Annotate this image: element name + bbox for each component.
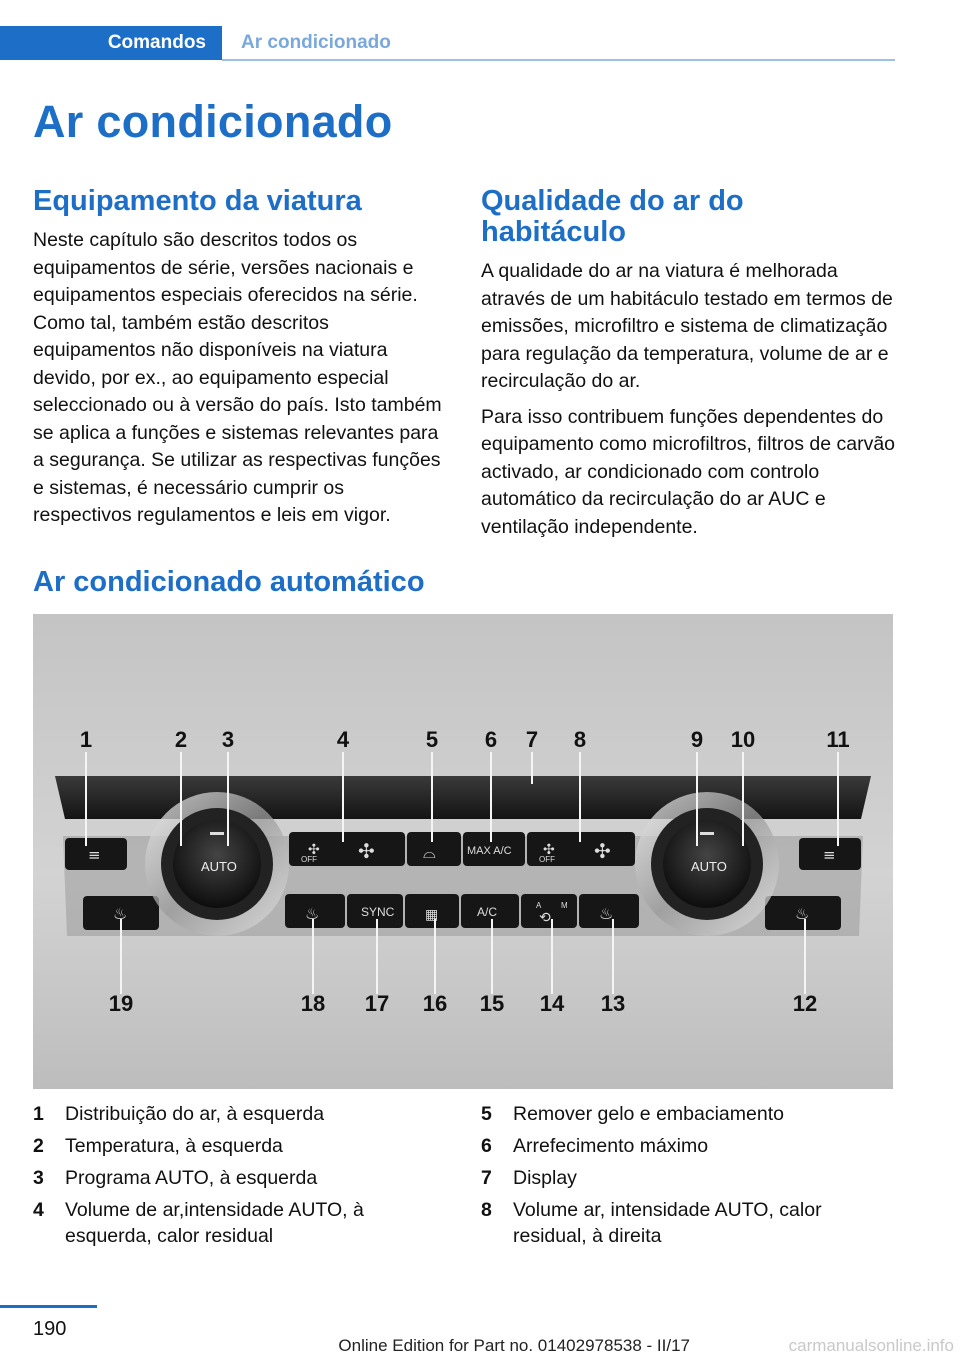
right-heading: Qualidade do ar do habitáculo [481, 185, 744, 248]
rear-defrost-icon: ▦ [425, 907, 439, 923]
tab-ar-condicionado-label: Ar condicionado [241, 32, 391, 53]
svg-text:16: 16 [422, 991, 448, 1016]
fan-icon-right: ✣ [594, 839, 611, 863]
seat-icon-right: ♨ [599, 904, 614, 923]
svg-text:17: 17 [364, 991, 390, 1016]
left-column [33, 186, 448, 538]
legend-item: 4 Volume de ar,intensidade AUTO, à esquerda, calor residual [33, 1199, 364, 1247]
fan-icon-right-off: ✣ [543, 842, 555, 858]
svg-text:MAX A/C: MAX A/C [467, 845, 512, 857]
edition-footer: Online Edition for Part no. 01402978538 - II/17 [338, 1336, 690, 1355]
svg-text:10: 10 [730, 727, 756, 752]
svg-text:3: 3 [221, 727, 235, 752]
climate-panel-figure [33, 614, 893, 1089]
svg-text:19: 19 [108, 991, 134, 1016]
svg-text:AUTO: AUTO [201, 859, 237, 874]
tab-comandos[interactable] [0, 26, 222, 60]
svg-text:6: 6 [484, 727, 498, 752]
svg-text:15: 15 [479, 991, 505, 1016]
svg-text:18: 18 [300, 991, 326, 1016]
svg-text:5: 5 [425, 727, 439, 752]
left-heading: Equipamento da viatura [33, 185, 362, 217]
page-title: Ar condicionado [33, 96, 393, 147]
svg-text:M: M [561, 901, 568, 910]
recirculation-icon: ⟲ [539, 910, 551, 926]
tab-underline [222, 59, 895, 61]
svg-text:A/C: A/C [477, 905, 498, 919]
legend-item: 7 Display [481, 1167, 577, 1189]
section-heading: Ar condicionado automático [33, 566, 425, 598]
svg-text:11: 11 [826, 727, 850, 752]
watermark: carmanualsonline.info [788, 1336, 954, 1355]
legend-item: 8 Volume ar, intensidade AUTO, calor residual, à direita [481, 1199, 822, 1247]
legend-item: 1 Distribuição do ar, à esquerda [33, 1103, 325, 1125]
seat-heat-icon-right: ♨ [795, 904, 810, 923]
page-number-rule [0, 1305, 97, 1308]
svg-text:1: 1 [79, 727, 93, 752]
right-column [481, 186, 896, 549]
knob-left [145, 792, 289, 936]
svg-text:14: 14 [539, 991, 565, 1016]
svg-text:2: 2 [174, 727, 188, 752]
right-paragraph-2: Para isso contribuem funções dependentes do equipamento como microfiltros, filtros de carvão activado, ar condicionado com controlo automático da recirculação do ar AUC e ventilação independente. [481, 405, 896, 538]
svg-text:AUTO: AUTO [691, 859, 727, 874]
tab-ar-condicionado[interactable] [241, 26, 391, 60]
legend-item: 2 Temperatura, à esquerda [33, 1135, 283, 1157]
svg-text:SYNC: SYNC [361, 905, 395, 919]
left-paragraph: Neste capítulo são descritos todos os equipamentos de série, versões nacionais e equipamentos especiais oferecidos na série. Como tal, também estão descritos equipamentos não disponíveis na viatura devido, por ex., ao equipamento especial seleccionado ou à versão do país. Isto também se aplica a funções e sistemas relevantes para a segurança. Se utilizar as respectivas funções e sistemas, é necessário cumprir os respectivos regulamentos e leis em vigor. [33, 229, 442, 526]
svg-text:8: 8 [573, 727, 587, 752]
seat-heat-icon-left: ♨ [113, 904, 128, 923]
svg-text:9: 9 [690, 727, 704, 752]
legend-right [481, 1101, 896, 1255]
right-paragraph-1: A qualidade do ar na viatura é melhorada através de um habitáculo testado em termos de emissões, microfiltro e sistema de climatização para regulação da temperatura, volume de ar e recirculação do ar. [481, 260, 893, 392]
svg-text:13: 13 [600, 991, 626, 1016]
legend-left [33, 1101, 448, 1255]
fan-icon-left: ✣ [358, 839, 375, 863]
legend-item: 6 Arrefecimento máximo [481, 1135, 709, 1157]
svg-text:OFF: OFF [539, 855, 555, 864]
seat-icon-left: ♨ [305, 904, 320, 923]
svg-text:OFF: OFF [301, 855, 317, 864]
defrost-icon: ⌓ [423, 843, 436, 862]
header-tabs [0, 26, 895, 60]
knob-right [635, 792, 779, 936]
svg-text:A: A [536, 901, 542, 910]
svg-text:4: 4 [336, 727, 350, 752]
air-dist-icon-left: ≡ [88, 846, 101, 864]
tab-comandos-label: Comandos [107, 32, 206, 53]
legend-item: 5 Remover gelo e embaciamento [481, 1103, 784, 1125]
svg-text:7: 7 [525, 727, 539, 752]
fan-icon-left-off: ✣ [308, 842, 320, 858]
svg-text:12: 12 [792, 991, 818, 1016]
page-number: 190 [33, 1318, 67, 1340]
air-dist-icon-right: ≡ [823, 846, 836, 864]
legend-item: 3 Programa AUTO, à esquerda [33, 1167, 318, 1189]
